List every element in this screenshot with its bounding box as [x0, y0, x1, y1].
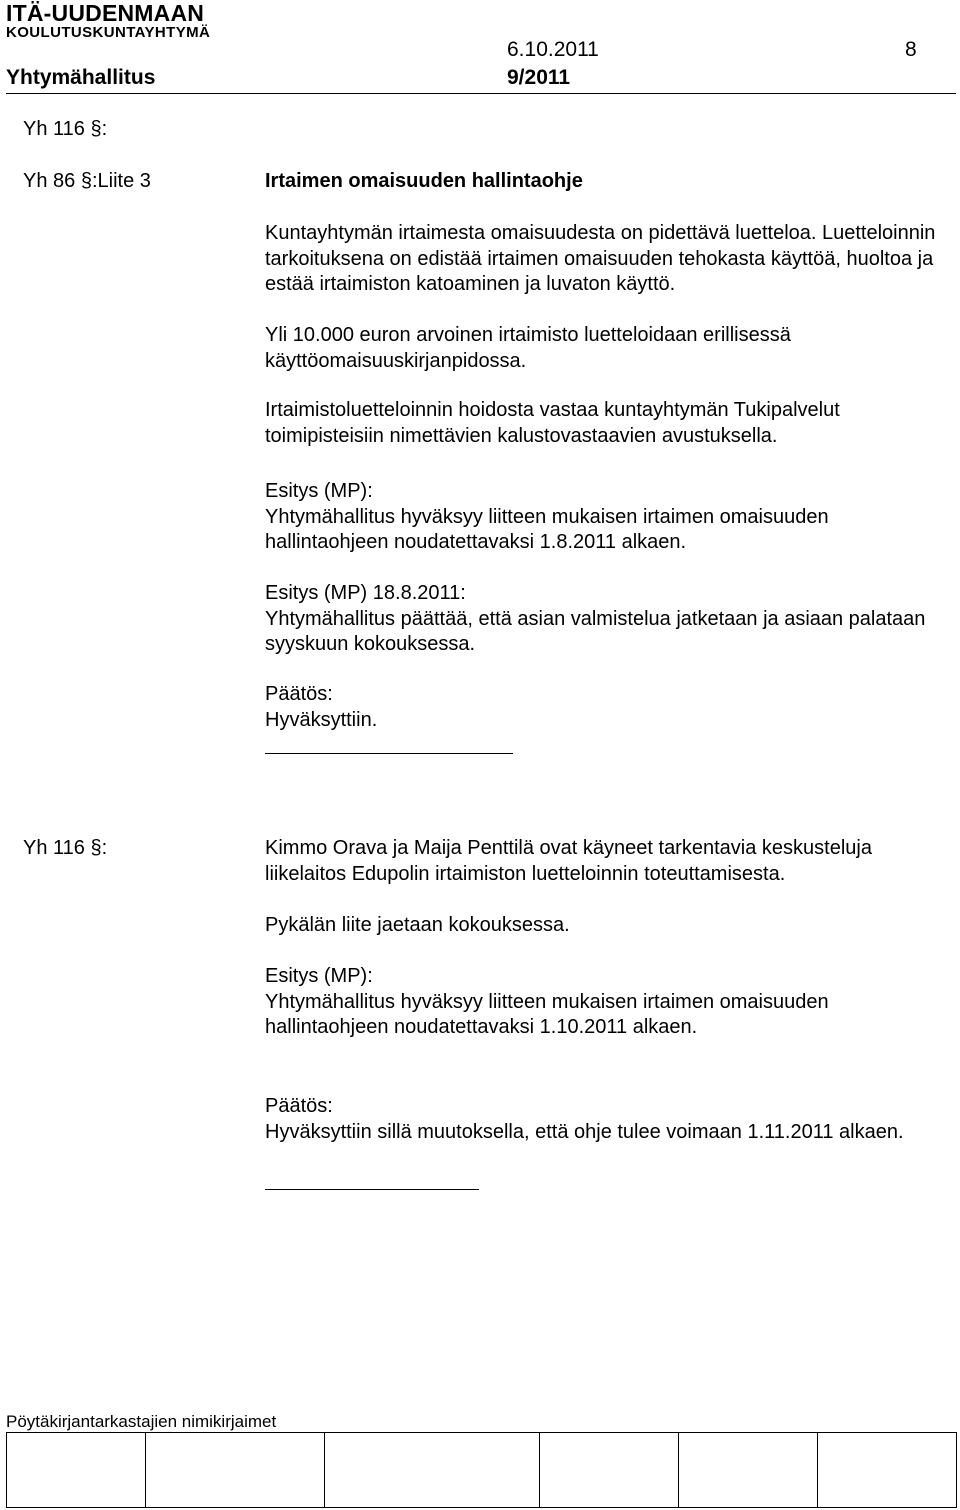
org-name-line2: KOULUTUSKUNTAYHTYMÄ [6, 24, 211, 41]
item-86-ref: Yh 86 §:Liite 3 [23, 170, 151, 192]
org-name-line1: ITÄ-UUDENMAAN [6, 0, 205, 26]
initials-table [6, 1432, 957, 1508]
meeting-number: 9/2011 [507, 66, 571, 89]
initials-cell[interactable] [679, 1433, 818, 1508]
proposal2-label: Esitys (MP) 18.8.2011: [265, 582, 466, 604]
item-86-proposal [265, 479, 950, 556]
header-body-name: Yhtymähallitus [6, 66, 156, 89]
proposal-text: Yhtymähallitus hyväksyy liitteen mukaisen irtaimen omaisuuden hallintaohjeen noudatettavaksi 1.10.2011 alkaen. [265, 990, 829, 1038]
item-86-proposal2 [265, 581, 950, 658]
item-86-end-rule [265, 753, 513, 754]
footer-label: Pöytäkirjantarkastajien nimikirjaimet [6, 1412, 277, 1431]
initials-cell[interactable] [818, 1433, 957, 1508]
section-ref-intro: Yh 116 §: [23, 118, 108, 140]
item-116-ref: Yh 116 §: [23, 837, 108, 859]
page-number: 8 [905, 38, 917, 61]
item-116-decision [265, 1094, 950, 1145]
item-86-para2: Yli 10.000 euron arvoinen irtaimisto luetteloidaan erillisessä käyttöomaisuuskirjanpidossa. [265, 324, 791, 372]
item-86-para1: Kuntayhtymän irtaimesta omaisuudesta on pidettävä luetteloa. Luetteloinnin tarkoituksena on edistää irtaimen omaisuuden tehokasta käyttöä, huoltoa ja estää irtaimiston katoaminen ja luvaton käyttö. [265, 222, 936, 295]
decision-label: Päätös: [265, 683, 333, 705]
decision-text: Hyväksyttiin. [265, 708, 378, 731]
item-86-title: Irtaimen omaisuuden hallintaohje [265, 170, 583, 192]
decision-text: Hyväksyttiin sillä muutoksella, että ohje tulee voimaan 1.11.2011 alkaen. [265, 1120, 904, 1143]
initials-cell[interactable] [7, 1433, 146, 1508]
item-116-proposal [265, 964, 950, 1041]
proposal-text: Yhtymähallitus hyväksyy liitteen mukaisen irtaimen omaisuuden hallintaohjeen noudatettavaksi 1.8.2011 alkaen. [265, 505, 829, 553]
initials-cell[interactable] [325, 1433, 540, 1508]
initials-cell[interactable] [146, 1433, 325, 1508]
item-86-para3: Irtaimistoluetteloinnin hoidosta vastaa kuntayhtymän Tukipalvelut toimipisteisiin nimettävien kalustovastaavien avustuksella. [265, 399, 840, 447]
item-116-para1: Kimmo Orava ja Maija Penttilä ovat käyneet tarkentavia keskusteluja liikelaitos Edupolin irtaimiston luetteloinnin toteuttamisesta. [265, 837, 872, 885]
item-86-decision [265, 682, 950, 733]
item-116-para2: Pykälän liite jaetaan kokouksessa. [265, 914, 570, 936]
item-116-end-rule [265, 1189, 479, 1190]
header-date: 6.10.2011 [507, 38, 599, 61]
proposal2-text: Yhtymähallitus päättää, että asian valmistelua jatketaan ja asiaan palataan syyskuun kokouksessa. [265, 607, 926, 655]
initials-cell[interactable] [540, 1433, 679, 1508]
proposal-label: Esitys (MP): [265, 965, 373, 987]
decision-label: Päätös: [265, 1095, 333, 1117]
proposal-label: Esitys (MP): [265, 480, 373, 502]
header-divider [6, 93, 956, 94]
